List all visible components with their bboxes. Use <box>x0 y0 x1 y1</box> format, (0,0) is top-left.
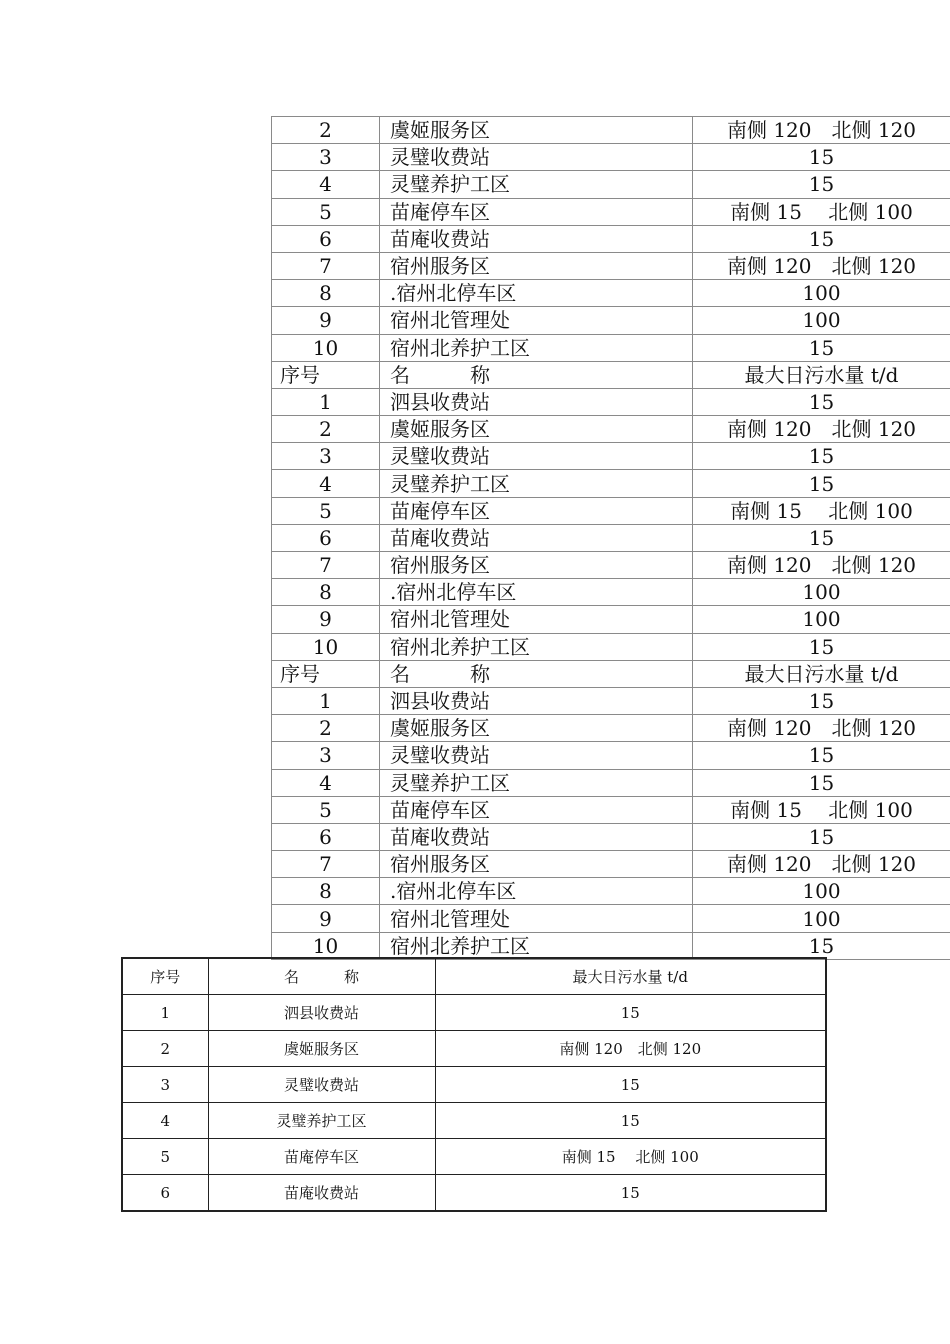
table-row <box>122 1031 826 1067</box>
serial-number-cell: 6 <box>272 524 380 551</box>
wastewater-value-cell: 最大日污水量 t/d <box>693 660 950 687</box>
wastewater-value-cell: 15 <box>693 470 950 497</box>
site-name-cell: 宿州北养护工区 <box>380 633 693 660</box>
serial-number-cell: 10 <box>272 932 380 959</box>
site-name-cell: 宿州服务区 <box>380 552 693 579</box>
table-row <box>122 1175 826 1212</box>
site-name-cell: 灵璧养护工区 <box>208 1103 435 1139</box>
table-row <box>272 171 950 198</box>
site-name-cell: 宿州北管理处 <box>380 307 693 334</box>
serial-number-cell: 4 <box>122 1103 208 1139</box>
serial-number-cell: 7 <box>272 552 380 579</box>
table-row <box>122 995 826 1031</box>
serial-number-cell: 4 <box>272 769 380 796</box>
wastewater-table-body <box>272 117 950 960</box>
table-row <box>272 878 950 905</box>
table-row <box>272 796 950 823</box>
wastewater-summary-table <box>121 957 827 1212</box>
table-row <box>272 932 950 959</box>
header-max-daily-wastewater: 最大日污水量 t/d <box>435 958 826 995</box>
table-row <box>272 497 950 524</box>
serial-number-cell: 2 <box>122 1031 208 1067</box>
wastewater-value-cell: 南侧 120 北侧 120 <box>693 416 950 443</box>
serial-number-cell: 7 <box>272 851 380 878</box>
table-row <box>122 1139 826 1175</box>
wastewater-value-cell: 南侧 15 北侧 100 <box>693 796 950 823</box>
site-name-cell: 名 称 <box>380 660 693 687</box>
wastewater-value-cell: 南侧 120 北侧 120 <box>693 715 950 742</box>
site-name-cell: 苗庵停车区 <box>208 1139 435 1175</box>
table-row <box>272 252 950 279</box>
site-name-cell: 苗庵收费站 <box>380 524 693 551</box>
serial-number-cell: 3 <box>272 742 380 769</box>
wastewater-value-cell: 15 <box>435 1175 826 1212</box>
table-row <box>272 225 950 252</box>
serial-number-cell: 9 <box>272 606 380 633</box>
serial-number-cell: 5 <box>272 796 380 823</box>
site-name-cell: 灵璧收费站 <box>380 144 693 171</box>
wastewater-value-cell: 100 <box>693 579 950 606</box>
table-row <box>122 1103 826 1139</box>
site-name-cell: 宿州北管理处 <box>380 606 693 633</box>
serial-number-cell: 2 <box>272 416 380 443</box>
summary-table-body <box>122 958 826 1211</box>
serial-number-cell: 5 <box>272 497 380 524</box>
wastewater-value-cell: 15 <box>693 334 950 361</box>
serial-number-cell: 1 <box>122 995 208 1031</box>
serial-number-cell: 10 <box>272 334 380 361</box>
table-row <box>272 905 950 932</box>
site-name-cell: 苗庵停车区 <box>380 497 693 524</box>
serial-number-cell: 8 <box>272 878 380 905</box>
serial-number-cell: 序号 <box>272 361 380 388</box>
serial-number-cell: 10 <box>272 633 380 660</box>
serial-number-cell: 8 <box>272 579 380 606</box>
site-name-cell: 灵璧收费站 <box>380 742 693 769</box>
wastewater-value-cell: 100 <box>693 878 950 905</box>
serial-number-cell: 9 <box>272 905 380 932</box>
table-row <box>272 443 950 470</box>
serial-number-cell: 3 <box>272 144 380 171</box>
wastewater-value-cell: 15 <box>693 144 950 171</box>
wastewater-value-cell: 最大日污水量 t/d <box>693 361 950 388</box>
serial-number-cell: 6 <box>122 1175 208 1212</box>
wastewater-value-cell: 南侧 15 北侧 100 <box>693 198 950 225</box>
wastewater-value-cell: 15 <box>435 1103 826 1139</box>
wastewater-table-continued <box>271 116 950 960</box>
site-name-cell: 虞姬服务区 <box>380 416 693 443</box>
serial-number-cell: 2 <box>272 715 380 742</box>
serial-number-cell: 5 <box>272 198 380 225</box>
wastewater-value-cell: 15 <box>693 769 950 796</box>
site-name-cell: 灵璧养护工区 <box>380 171 693 198</box>
site-name-cell: 苗庵收费站 <box>380 225 693 252</box>
table-row <box>272 334 950 361</box>
wastewater-value-cell: 15 <box>693 524 950 551</box>
site-name-cell: 苗庵停车区 <box>380 796 693 823</box>
site-name-cell: 虞姬服务区 <box>380 117 693 144</box>
wastewater-value-cell: 南侧 120 北侧 120 <box>435 1031 826 1067</box>
wastewater-value-cell: 100 <box>693 905 950 932</box>
table-row <box>272 388 950 415</box>
wastewater-value-cell: 南侧 120 北侧 120 <box>693 552 950 579</box>
wastewater-value-cell: 15 <box>693 687 950 714</box>
wastewater-value-cell: 15 <box>693 171 950 198</box>
wastewater-value-cell: 南侧 120 北侧 120 <box>693 851 950 878</box>
serial-number-cell: 4 <box>272 470 380 497</box>
site-name-cell: 灵璧收费站 <box>380 443 693 470</box>
site-name-cell: 宿州服务区 <box>380 252 693 279</box>
table-row <box>272 633 950 660</box>
wastewater-value-cell: 南侧 120 北侧 120 <box>693 117 950 144</box>
wastewater-value-cell: 100 <box>693 280 950 307</box>
serial-number-cell: 序号 <box>272 660 380 687</box>
table-row <box>272 117 950 144</box>
site-name-cell: 苗庵收费站 <box>208 1175 435 1212</box>
header-serial-number: 序号 <box>122 958 208 995</box>
serial-number-cell: 1 <box>272 687 380 714</box>
site-name-cell: 灵璧养护工区 <box>380 769 693 796</box>
wastewater-value-cell: 15 <box>693 225 950 252</box>
table-row <box>272 851 950 878</box>
wastewater-value-cell: 100 <box>693 307 950 334</box>
site-name-cell: 泗县收费站 <box>208 995 435 1031</box>
header-name: 名 称 <box>208 958 435 995</box>
table-row <box>272 524 950 551</box>
site-name-cell: 泗县收费站 <box>380 388 693 415</box>
serial-number-cell: 6 <box>272 225 380 252</box>
table-row <box>272 769 950 796</box>
wastewater-value-cell: 南侧 15 北侧 100 <box>435 1139 826 1175</box>
table-row <box>272 144 950 171</box>
site-name-cell: 苗庵收费站 <box>380 823 693 850</box>
serial-number-cell: 6 <box>272 823 380 850</box>
site-name-cell: 苗庵停车区 <box>380 198 693 225</box>
table-row <box>272 198 950 225</box>
wastewater-value-cell: 南侧 15 北侧 100 <box>693 497 950 524</box>
serial-number-cell: 1 <box>272 388 380 415</box>
site-name-cell: 宿州北管理处 <box>380 905 693 932</box>
table-row <box>272 307 950 334</box>
table-header-row <box>272 361 950 388</box>
serial-number-cell: 8 <box>272 280 380 307</box>
table-row <box>272 715 950 742</box>
serial-number-cell: 3 <box>272 443 380 470</box>
table-row <box>272 606 950 633</box>
wastewater-value-cell: 15 <box>693 932 950 959</box>
table-row <box>272 823 950 850</box>
site-name-cell: 虞姬服务区 <box>208 1031 435 1067</box>
table-header-row <box>272 660 950 687</box>
table-row <box>272 742 950 769</box>
wastewater-value-cell: 15 <box>435 1067 826 1103</box>
serial-number-cell: 4 <box>272 171 380 198</box>
wastewater-value-cell: 南侧 120 北侧 120 <box>693 252 950 279</box>
site-name-cell: .宿州北停车区 <box>380 280 693 307</box>
site-name-cell: 灵璧养护工区 <box>380 470 693 497</box>
table-row <box>272 579 950 606</box>
table-row <box>272 687 950 714</box>
site-name-cell: 虞姬服务区 <box>380 715 693 742</box>
wastewater-value-cell: 15 <box>693 823 950 850</box>
table-row <box>272 280 950 307</box>
wastewater-value-cell: 15 <box>693 443 950 470</box>
site-name-cell: 宿州北养护工区 <box>380 334 693 361</box>
site-name-cell: 泗县收费站 <box>380 687 693 714</box>
wastewater-value-cell: 100 <box>693 606 950 633</box>
table-row <box>122 1067 826 1103</box>
table-row <box>272 470 950 497</box>
wastewater-value-cell: 15 <box>693 742 950 769</box>
site-name-cell: .宿州北停车区 <box>380 579 693 606</box>
summary-header-row <box>122 958 826 995</box>
site-name-cell: 灵璧收费站 <box>208 1067 435 1103</box>
serial-number-cell: 2 <box>272 117 380 144</box>
table-row <box>272 552 950 579</box>
wastewater-value-cell: 15 <box>693 388 950 415</box>
table-row <box>272 416 950 443</box>
serial-number-cell: 9 <box>272 307 380 334</box>
site-name-cell: 名 称 <box>380 361 693 388</box>
serial-number-cell: 5 <box>122 1139 208 1175</box>
serial-number-cell: 3 <box>122 1067 208 1103</box>
serial-number-cell: 7 <box>272 252 380 279</box>
wastewater-value-cell: 15 <box>693 633 950 660</box>
wastewater-value-cell: 15 <box>435 995 826 1031</box>
site-name-cell: 宿州服务区 <box>380 851 693 878</box>
site-name-cell: .宿州北停车区 <box>380 878 693 905</box>
site-name-cell: 宿州北养护工区 <box>380 932 693 959</box>
